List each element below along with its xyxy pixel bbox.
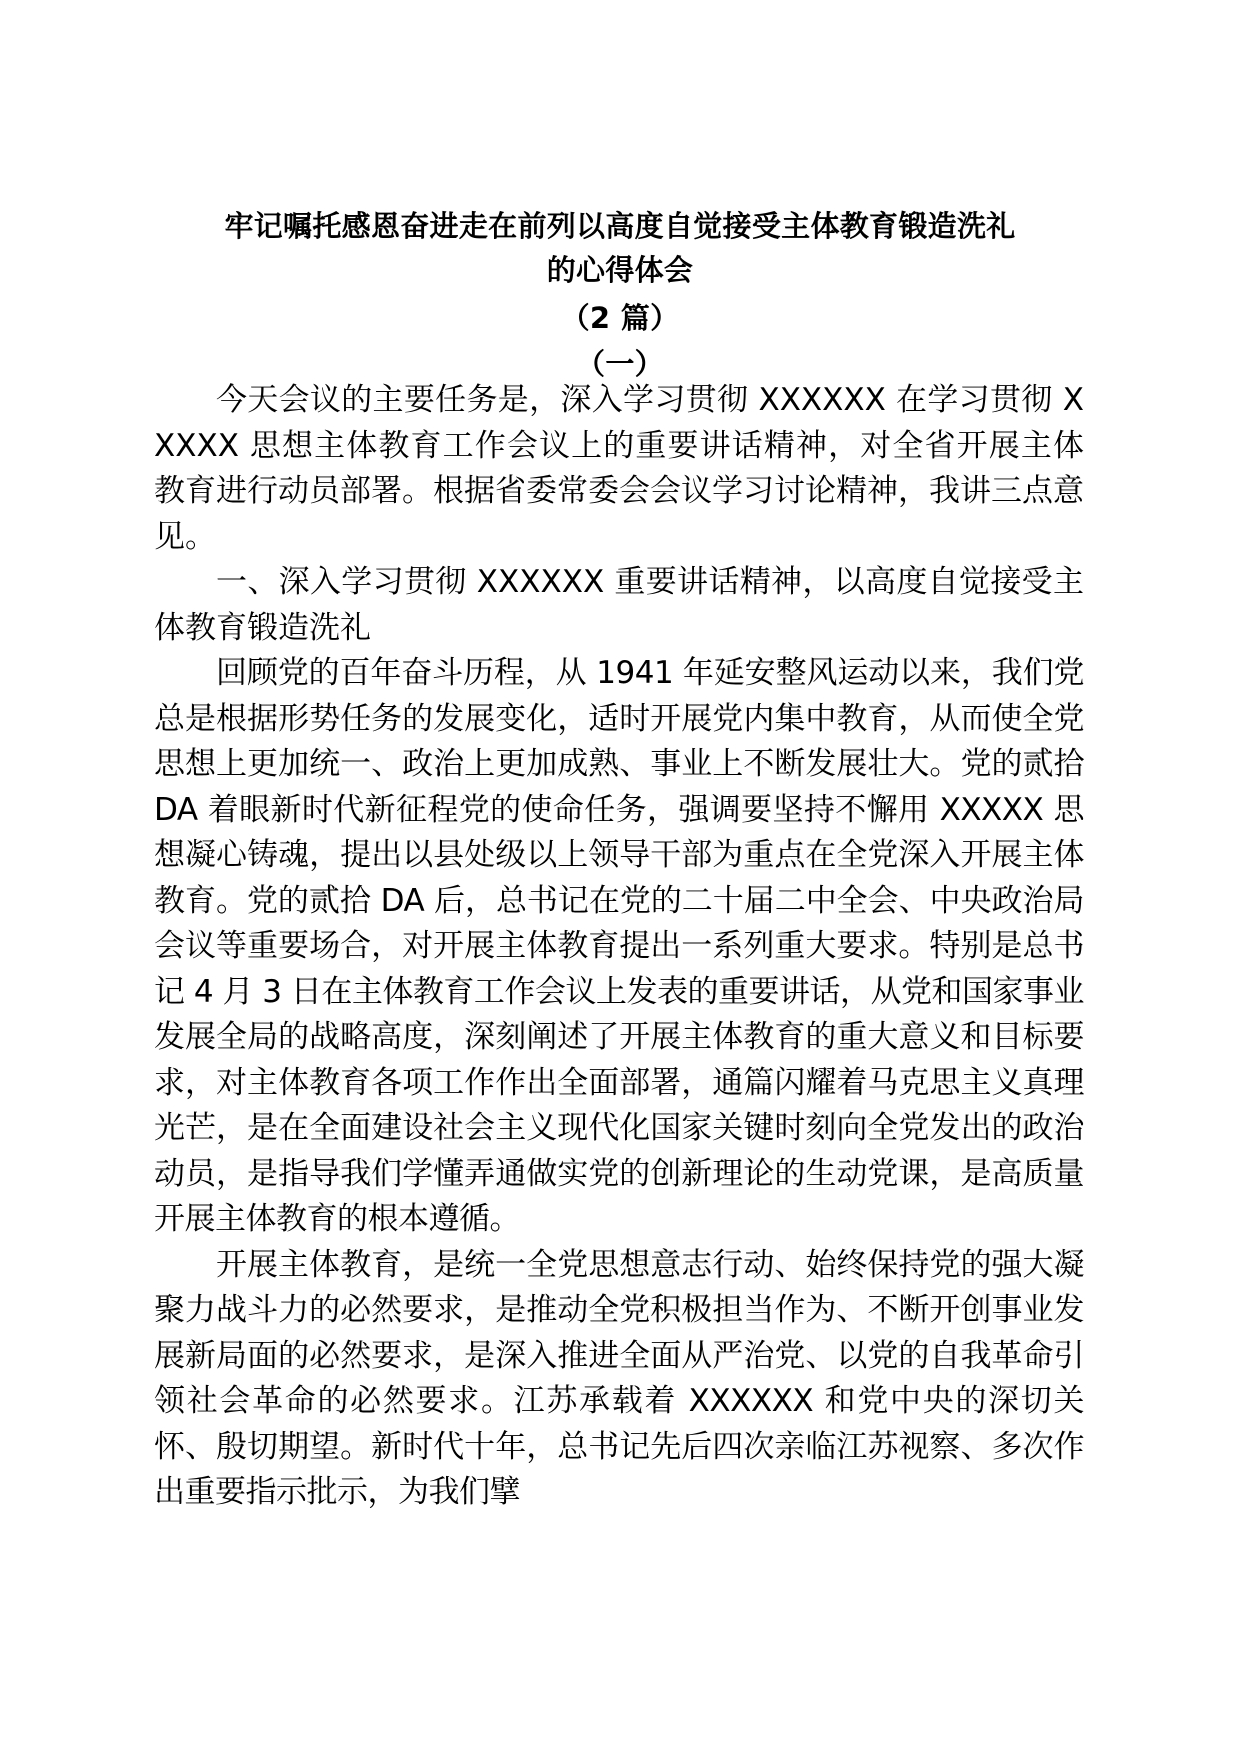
document-body [154, 378, 1084, 1516]
paragraph-intro: 今天会议的主要任务是，深入学习贯彻 XXXXXX 在学习贯彻 XXXXX 思想主体教育工作会议上的重要讲话精神，对全省开展主体教育进行动员部署。根据省委常委会会议学习讨论精神，我讲三点意见。 [154, 382, 1084, 555]
document-part-number: （一） [576, 347, 664, 381]
document-title-line-1: 牢记嘱托感恩奋进走在前列以高度自觉接受主体教育锻造洗礼 [224, 209, 1016, 243]
document-heading [150, 204, 1090, 386]
document-title-line-2: 的心得体会 [546, 253, 694, 287]
paragraph-section-heading: 一、深入学习贯彻 XXXXXX 重要讲话精神，以高度自觉接受主体教育锻造洗礼 [154, 564, 1084, 646]
paragraph-history: 回顾党的百年奋斗历程，从 1941 年延安整风运动以来，我们党总是根据形势任务的发展变化，适时开展党内集中教育，从而使全党思想上更加统一、政治上更加成熟、事业上不断发展壮大。党的贰拾 DA 着眼新时代新征程党的使命任务，强调要坚持不懈用 XXXXX 思想凝心铸魂，提出以县处级以上领导干部为重点在全党深入开展主体教育。党的贰拾 DA 后，总书记在党的二十届二中全会、中央政治局会议等重要场合，对开展主体教育提出一系列重大要求。特别是总书记 4 月 3 日在主体教育工作会议上发表的重要讲话，从党和国家事业发展全局的战略高度，深刻阐述了开展主体教育的重大意义和目标要求，对主体教育各项工作作出全面部署，通篇闪耀着马克思主义真理光芒，是在全面建设社会主义现代化国家关键时刻向全党发出的政治动员，是指导我们学懂弄通做实党的创新理论的生动党课，是高质量开展主体教育的根本遵循。 [154, 655, 1084, 1237]
document-count-subtitle: （2 篇） [560, 301, 680, 335]
paragraph-significance: 开展主体教育，是统一全党思想意志行动、始终保持党的强大凝聚力战斗力的必然要求，是推动全党积极担当作为、不断开创事业发展新局面的必然要求，是深入推进全面从严治党、以党的自我革命引领社会革命的必然要求。江苏承载着 XXXXXX 和党中央的深切关怀、殷切期望。新时代十年，总书记先后四次亲临江苏视察、多次作出重要指示批示，为我们擘 [154, 1246, 1084, 1510]
